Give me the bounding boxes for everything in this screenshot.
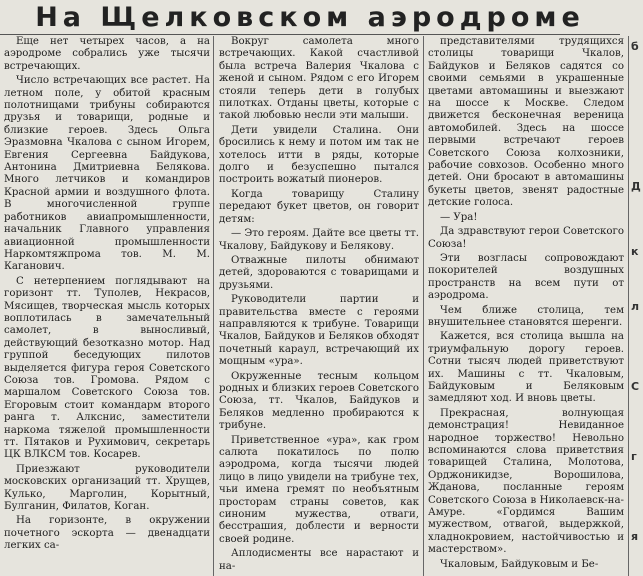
adjacent-column-fragment: Д [631,180,641,193]
column-divider [628,36,629,576]
column-divider [213,36,214,576]
paragraph: Вокруг самолета много встречающих. Какой счастливой была встреча Валерия Чкалова с женой и сыном. Рядом с его Игорем стояли теперь дети в голубых пилотках. Отданы цветы, которые с такой любовью несли эти малыши. [219,36,419,122]
paragraph: Кажется, вся столица вышла на триумфальную дорогу героев. Сотни тысяч людей приветствуют их. Машины с тт. Чкаловым, Байдуковым и Беляковым замедляют ход. И вновь цветы. [428,331,624,405]
paragraph: Еще нет четырех часов, а на аэродроме собрались уже тысячи встречающих. [4,36,210,72]
adjacent-column-fragment: я [631,530,639,543]
paragraph: Аплодисменты все нарастают и на- [219,548,419,572]
paragraph: Эти возгласы сопровождают покорителей воздушных пространств на всем пути от аэродрома. [428,252,624,302]
paragraph: Когда товарищу Сталину передают букет цветов, он говорит детям: [219,188,419,225]
paragraph: Приветственное «ура», как гром салюта покатилось по полю аэродрома, когда тысячи людей лицо в лицо увидели на трибуне тех, чьи имена гремят по необъятным просторам страны советов, как синоним мужества, отваги, бесстрашия, доблести и верности своей родине. [219,434,419,545]
paragraph: Прекрасная, волнующая демонстрация! Невиданное народное торжество! Невольно вспоминаются слова приветствия товарищей Сталина, Молотова, Орджоникидзе, Ворошилова, Жданова, посланные героям Советского Союза в Николаевск-на-Амуре. «Гордимся Вашим мужеством, отвагой, выдержкой, хладнокровием, настойчивостью и мастерством». [428,407,624,556]
paragraph: Дети увидели Сталина. Они бросились к нему и потом им так не хотелось итти в ряды, которые долго и безуспешно пытался построить вожатый пионеров. [219,124,419,186]
adjacent-column-fragment: С [631,380,640,393]
paragraph: С нетерпением поглядывают на горизонт тт. Туполев, Некрасов, Мясищев, творческая мысль которых воплотилась в замечательный самолет, в выносливый, действующий безотказно мотор. Над группой беседующих пилотов выделяется фигура героя Советского Союза тов. Громова. Рядом с маршалом Советского Союза тов. Егоровым стоит командарм второго ранга т. Алкснис, заместители наркома тяжелой промышленности тт. Пятаков и Рухимович, секретарь ЦК ВЛКСМ тов. Косарев. [4,275,210,461]
paragraph: Приезжают руководители московских организаций тт. Хрущев, Кулько, Марголин, Корытный, Булганин, Филатов, Коган. [4,463,210,513]
paragraph: Окруженные тесным кольцом родных и близких героев Советского Союза, тт. Чкалов, Байдуков и Беляков медленно пробираются к трибуне. [219,370,419,432]
article-column-2 [219,36,419,576]
paragraph: Чкаловым, Байдуковым и Бе- [440,558,599,570]
paragraph: Да здравствуют герои Советского Союза! [428,226,624,250]
headline-rule [0,34,620,35]
paragraph: Число встречающих все растет. На летном поле, у обитой красным полотнищами трибуны собираются друзья и товарищи, родные и близкие героев. Здесь Ольга Эразмовна Чкалова с сыном Игорем, Евгения Сергеевна Байдукова, Антонина Дмитриевна Белякова. Много летчиков и командиров Красной армии и воздушного флота. В многочисленной группе работников авиапромышленности, начальник Главного управления авиационной промышленности Наркомтяжпрома тов. М. М. Каганович. [4,75,210,273]
adjacent-column-fragment: б [631,40,639,53]
article-column-3 [428,36,624,576]
paragraph: представителями трудящихся столицы товарищи Чкалов, Байдуков и Беляков садятся со своими семьями в украшенные цветами автомашины и выезжают на шоссе к Москве. Следом движется бесконечная вереница автомобилей. Здесь на шоссе первыми встречают героев Советского Союза колхозники, рабочие совхозов. Особенно много детей. Они бросают в автомашины букеты цветов, звенят радостные детские голоса. [428,36,624,209]
column-divider [423,36,424,576]
paragraph: Отважные пилоты обнимают детей, здороваются с товарищами и друзьями. [219,254,419,291]
paragraph: Руководители партии и правительства вместе с героями направляются к трибуне. Товарищи Чкалов, Байдуков и Беляков обходят почетный караул, встречающий их мощным «ура». [219,294,419,368]
adjacent-column-fragment: к [631,245,639,258]
paragraph: — Ура! [440,211,478,223]
article-column-1 [4,36,210,576]
adjacent-column-fragment: г [631,450,637,463]
adjacent-column-fragment: л [631,300,640,313]
paragraph: Чем ближе столица, тем внушительнее становятся шеренги. [428,304,624,328]
paragraph: — Это героям. Дайте все цветы тт. Чкалову, Байдукову и Белякову. [219,228,419,252]
page-headline: На Щелковском аэродроме [35,2,585,33]
paragraph: На горизонте, в окружении почетного эскорта — двенадцати легких са- [4,515,210,552]
